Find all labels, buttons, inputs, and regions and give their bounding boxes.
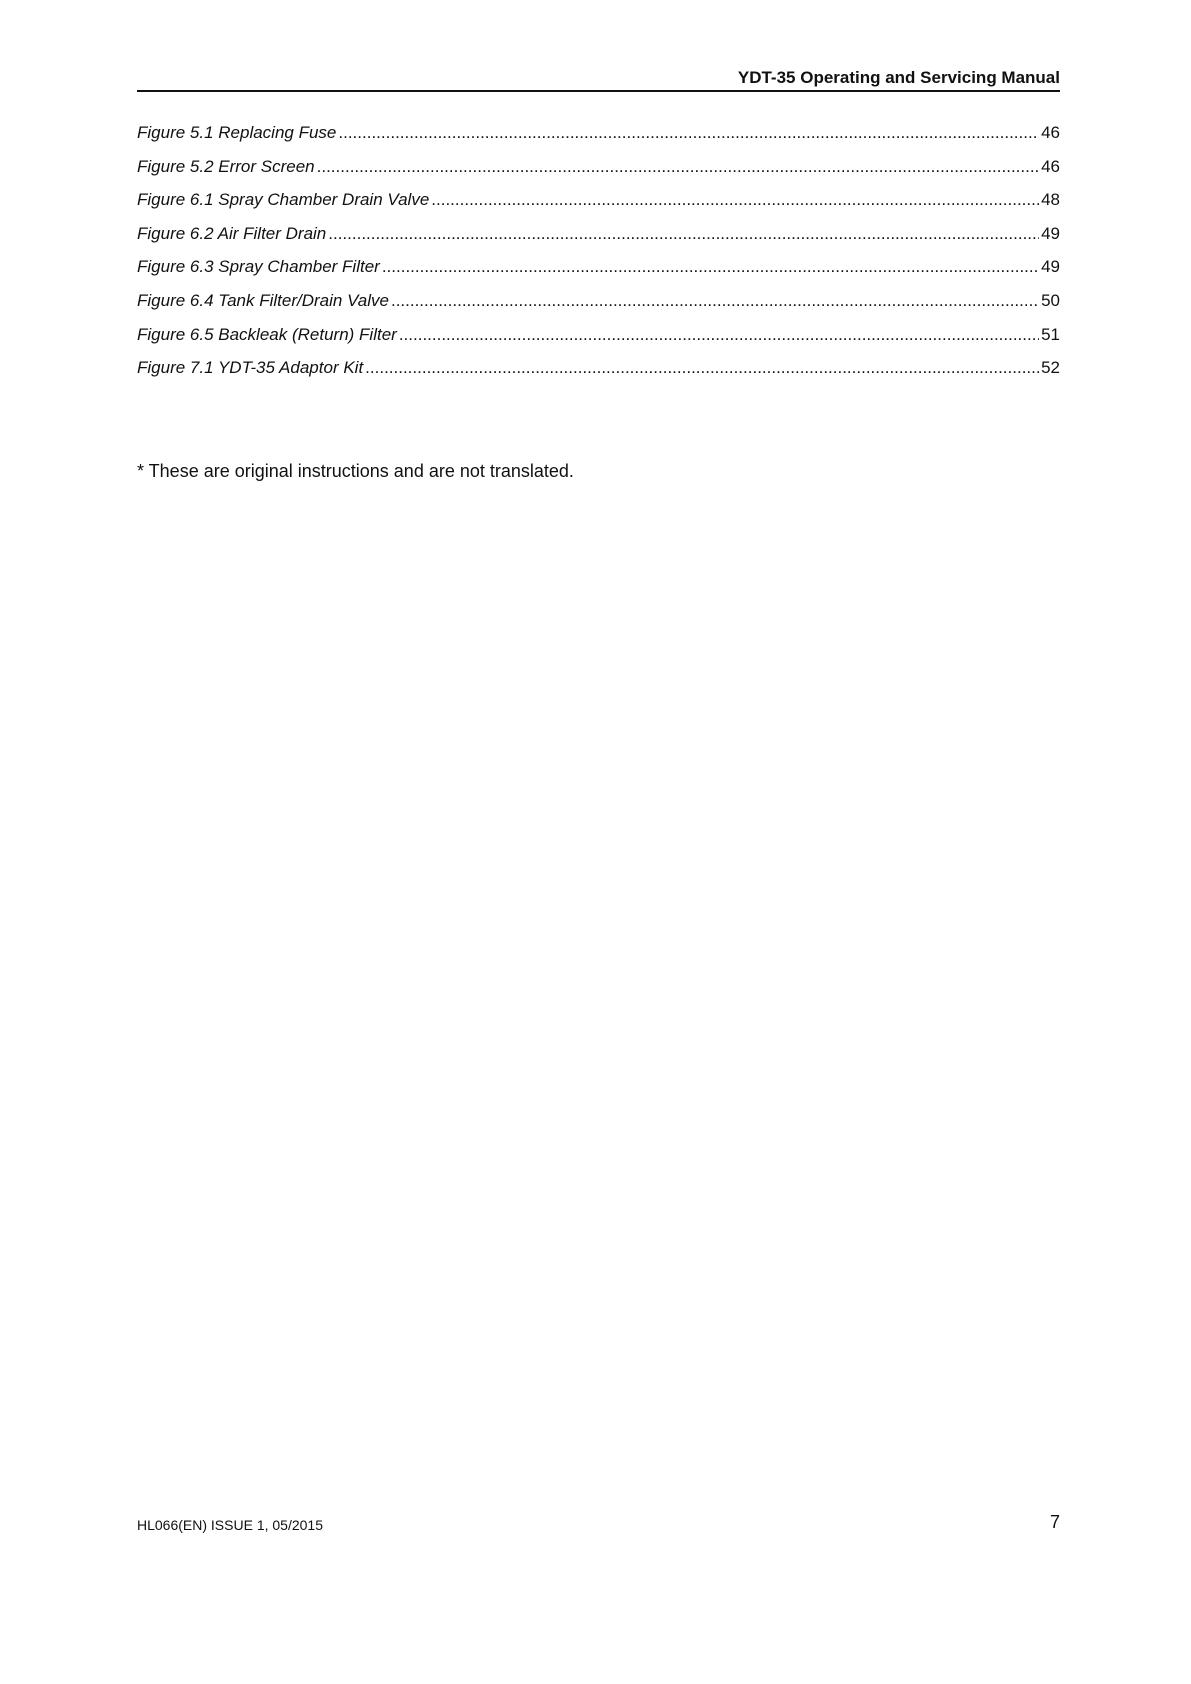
toc-entry[interactable] xyxy=(137,358,1060,392)
toc-entry[interactable] xyxy=(137,291,1060,325)
toc-entry-page: 51 xyxy=(1041,324,1060,344)
page-number: 7 xyxy=(1049,1512,1060,1532)
toc-entry-page: 49 xyxy=(1041,257,1060,277)
toc-entry-page: 50 xyxy=(1041,290,1060,310)
toc-entry[interactable] xyxy=(137,190,1060,224)
toc-entry-page: 46 xyxy=(1041,123,1060,142)
dot-leader xyxy=(317,157,1039,177)
list-of-figures xyxy=(137,123,1060,392)
toc-entry[interactable] xyxy=(137,224,1060,258)
toc-entry[interactable] xyxy=(137,123,1060,157)
toc-entry-page: 46 xyxy=(1041,156,1060,176)
toc-entry-label: Figure 6.1 Spray Chamber Drain Valve xyxy=(137,190,430,210)
toc-entry[interactable] xyxy=(137,157,1060,191)
dot-leader xyxy=(365,358,1039,378)
dot-leader xyxy=(391,291,1039,311)
translation-note: * These are original instructions and are not translated. xyxy=(137,461,574,481)
dot-leader xyxy=(382,257,1039,277)
toc-entry-page: 48 xyxy=(1041,190,1060,210)
dot-leader xyxy=(328,224,1039,244)
dot-leader xyxy=(399,325,1039,345)
page-header xyxy=(137,66,1060,92)
dot-leader xyxy=(431,190,1039,210)
toc-entry-label: Figure 7.1 YDT-35 Adaptor Kit xyxy=(137,358,364,378)
toc-entry-label: Figure 6.4 Tank Filter/Drain Valve xyxy=(137,290,389,310)
toc-entry-label: Figure 5.2 Error Screen xyxy=(137,156,315,176)
toc-entry-label: Figure 6.2 Air Filter Drain xyxy=(137,223,327,243)
toc-entry-label: Figure 6.5 Backleak (Return) Filter xyxy=(137,324,397,344)
dot-leader xyxy=(338,123,1039,143)
toc-entry-label: Figure 6.3 Spray Chamber Filter xyxy=(137,257,380,277)
toc-entry-label: Figure 5.1 Replacing Fuse xyxy=(137,123,337,142)
document-id: HL066(EN) ISSUE 1, 05/2015 xyxy=(137,1517,323,1533)
toc-entry[interactable] xyxy=(137,257,1060,291)
toc-entry-page: 49 xyxy=(1041,223,1060,243)
toc-entry[interactable] xyxy=(137,325,1060,359)
toc-entry-page: 52 xyxy=(1041,358,1060,378)
manual-title: YDT-35 Operating and Servicing Manual xyxy=(737,68,1060,87)
